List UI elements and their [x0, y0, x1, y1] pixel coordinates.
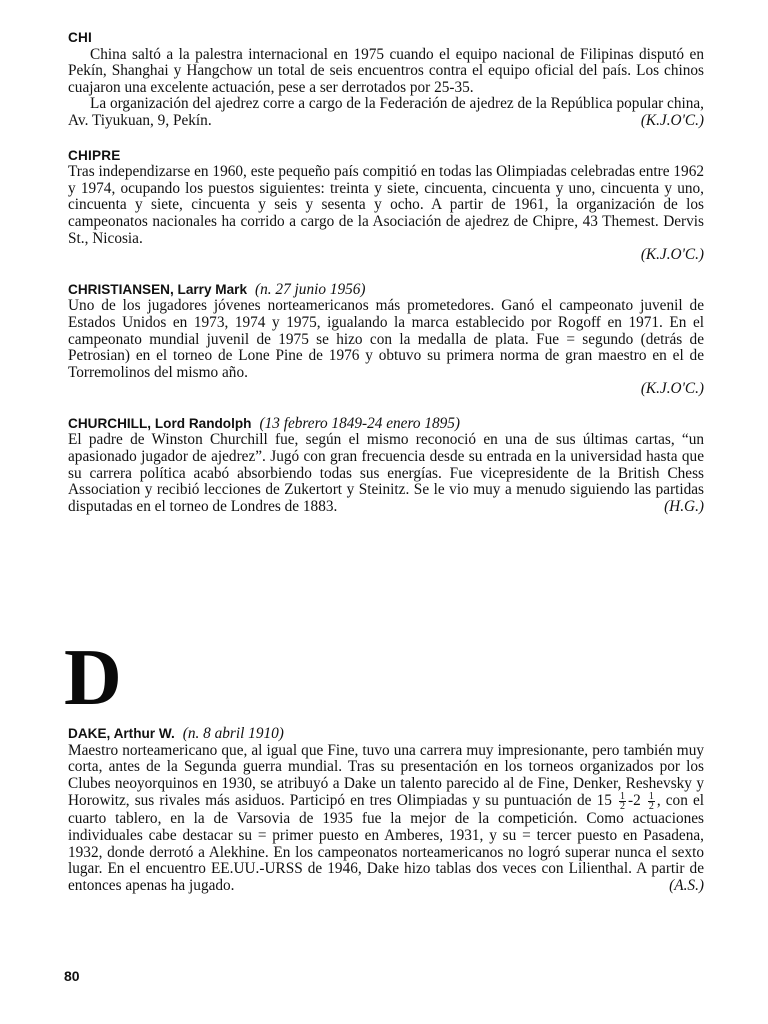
page-number: 80 — [64, 968, 80, 984]
entry-christiansen — [68, 282, 704, 398]
page-content — [68, 30, 704, 515]
entry-signature: (K.J.O'C.) — [640, 246, 704, 264]
entry-paragraph: Tras independizarse en 1960, este pequeño país compitió en todas las Olimpiadas celebradas entre 1962 y 1974, ocupando los puestos siguientes: treinta y siete, cincuenta, cincuenta y uno, cincuenta y uno, cincuenta y siete, cincuenta y seis y sesenta y ocho. A partir de 1961, la organización de los campeonatos nacionales ha corrido a cargo de la Asociación de ajedrez de Chipre, 43 Themest. Dervis St., Nicosia. — [68, 163, 704, 247]
section-letter: D — [64, 634, 122, 722]
entry-chipre — [68, 148, 704, 264]
entry-headword: CHRISTIANSEN, Larry Mark — [68, 281, 248, 297]
entry-churchill — [68, 416, 704, 516]
entry-headword: DAKE, Arthur W. — [68, 726, 175, 741]
entry-dates: (n. 8 abril 1910) — [182, 725, 284, 742]
entry-dake — [68, 726, 704, 894]
entry-headword: CHIPRE — [68, 147, 121, 163]
entry-dates: (n. 27 junio 1956) — [255, 280, 366, 298]
entry-paragraph: Maestro norteamericano que, al igual que Fine, tuvo una carrera muy impresionante, pero también muy corta, antes de la Segunda guerra mundial. Tras su presentación en los torneos organizados por los Clubes neoyorquinos en 1930, se atribuyó a Dake un talento parecido al de Fine, Denker, Reshevsky y Horowitz, sus rivales más asiduos. Participó en tres Olimpiadas y su puntuación de 15 $\frac{1}{2}$ -2 $\frac{1}{2}$ , con el cuarto tablero, en la de Varsovia de 1935 fue la mejor de la competición. Como actuaciones individuales cabe destacar su = primer puesto en Amberes, 1931, y su = tercer puesto en Pasadena, 1932, donde derrotó a Alekhine. En los campeonatos norteamericanos no logró superar nunca el sexto lugar. En el encuentro EE.UU.-URSS de 1946, Dake hizo tablas dos veces con Lilienthal. A partir de entonces apenas ha jugado. (A.S.) — [68, 741, 704, 894]
entry-chi — [68, 30, 704, 130]
entry-signature: (A.S.) — [669, 876, 704, 894]
entry-heading — [68, 416, 704, 433]
entry-dates: (13 febrero 1849-24 enero 1895) — [259, 414, 461, 432]
entry-paragraph: El padre de Winston Churchill fue, según el mismo reconoció en una de sus últimas cartas, “un apasionado jugador de ajedrez”. Jugó con gran frecuencia desde su entrada en la universidad hasta que su carrera política acabó absorbiendo todas sus energías. Fue vicepresidente de la British Chess Association y recibió lecciones de Zukertort y Steinitz. Se le vio muy a menudo siguiendo las partidas disputadas en el torneo de Londres de 1883. (H.G.) — [68, 431, 704, 515]
entry-signature: (H.G.) — [664, 497, 704, 515]
entry-headword: CHURCHILL, Lord Randolph — [68, 415, 252, 431]
entry-heading — [68, 726, 704, 743]
entry-heading — [68, 282, 704, 299]
page-content-d — [68, 726, 704, 894]
entry-paragraph: Uno de los jugadores jóvenes norteamericanos más prometedores. Ganó el campeonato juvenil de Estados Unidos en 1973, 1974 y 1975, igualando la marca establecido por Rogoff en 1971. En el campeonato mundial juvenil de 1975 se hizo con la medalla de plata. Fue = segundo (detrás de Petrosian) en el torneo de Lone Pine de 1976 y obtuvo su primera norma de gran maestro en el de Torremolinos del mismo año. — [68, 297, 704, 381]
entry-headword: CHI — [68, 30, 93, 45]
fraction: $\frac{1}{2}$ — [619, 791, 625, 813]
entry-paragraph: La organización del ajedrez corre a cargo de la Federación de ajedrez de la República popular china, Av. Tiyukuan, 9, Pekín. (K.J.O'C.) — [68, 95, 704, 129]
entry-signature: (K.J.O'C.) — [640, 380, 704, 398]
entry-paragraph: China saltó a la palestra internacional en 1975 cuando el equipo nacional de Filipinas disputó en Pekín, Shanghai y Hangchow un total de seis encuentros contra el equipo oficial del país. Los chinos cuajaron una excelente actuación, pese a ser derrotados por 25-35. — [68, 45, 704, 96]
fraction: $\frac{1}{2}$ — [648, 791, 654, 813]
entry-signature: (K.J.O'C.) — [640, 111, 704, 129]
